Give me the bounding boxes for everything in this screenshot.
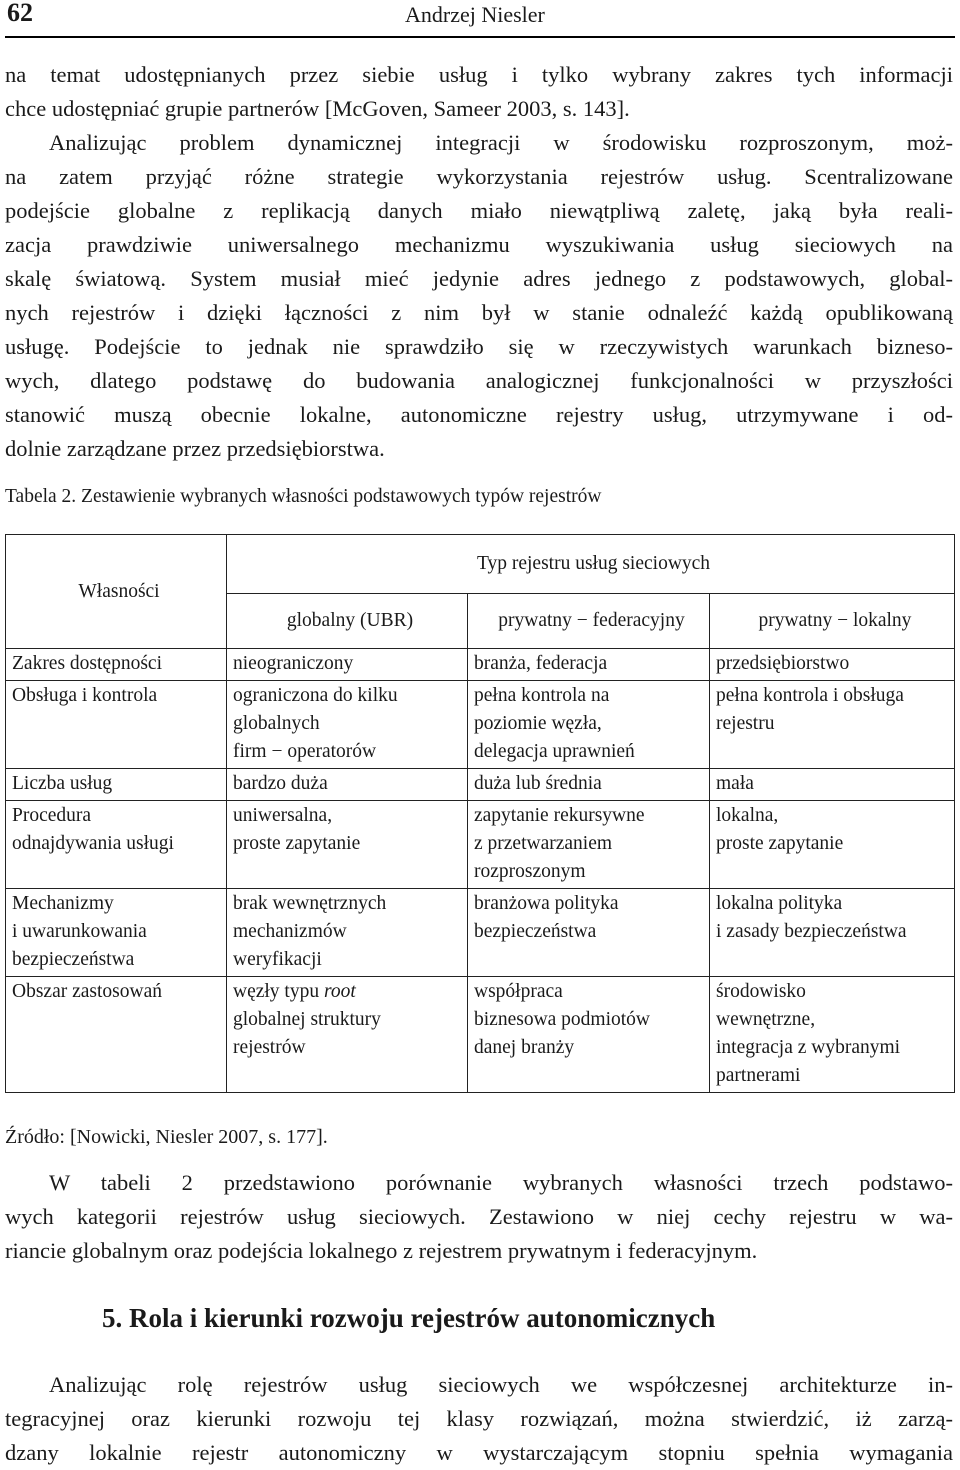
cell-line: partnerami	[716, 1065, 801, 1086]
cell-line: danej branży	[474, 1037, 575, 1058]
table-cell-property	[6, 769, 227, 801]
table-cell-local	[710, 769, 955, 801]
table-cell-global	[227, 801, 468, 889]
table-row	[6, 649, 955, 681]
cell-line: mechanizmów	[233, 921, 347, 942]
table-cell-federated	[468, 801, 710, 889]
cell-line: lokalna,	[716, 805, 779, 826]
cell-line: globalnych	[233, 713, 320, 734]
registry-comparison-table	[5, 534, 955, 1093]
text-line: stanowić muszą obecnie lokalne, autonomiczne rejestry usług, utrzymywane i od-	[5, 402, 953, 427]
table-cell-federated	[468, 889, 710, 977]
cell-line: delegacja uprawnień	[474, 741, 635, 762]
table-cell-property	[6, 977, 227, 1093]
text-line: podejście globalne z replikacją danych miało niewątpliwą zaletę, jaką była reali-	[5, 198, 953, 223]
text-line: usługę. Podejście to jednak nie sprawdziło się w rzeczywistych warunkach bizneso-	[5, 334, 953, 359]
table-cell-federated	[468, 649, 710, 681]
table-cell-global	[227, 977, 468, 1093]
table-source: Źródło: [Nowicki, Niesler 2007, s. 177].	[5, 1126, 328, 1148]
table-cell-property	[6, 801, 227, 889]
cell-line: firm − operatorów	[233, 741, 377, 762]
cell-line: węzły typu root	[233, 981, 356, 1002]
cell-line: ograniczona do kilku	[233, 685, 398, 706]
cell-line: współpraca	[474, 981, 563, 1002]
header-global: globalny (UBR)	[227, 594, 468, 649]
section-heading: 5. Rola i kierunki rozwoju rejestrów autonomicznych	[102, 1303, 716, 1333]
cell-line: przedsiębiorstwo	[716, 653, 850, 674]
header-registry-type: Typ rejestru usług sieciowych	[227, 535, 955, 594]
cell-line: z przetwarzaniem	[474, 833, 613, 854]
table-row	[6, 977, 955, 1093]
cell-line: uniwersalna,	[233, 805, 333, 826]
table-row	[6, 889, 955, 977]
header-local: prywatny − lokalny	[710, 594, 955, 649]
cell-line: rejestru	[716, 713, 775, 734]
cell-line: mała	[716, 773, 754, 794]
cell-line: Zakres dostępności	[12, 653, 163, 674]
text-line: nych rejestrów i dzięki łączności z nim był w stanie odnaleźć każdą opublikowaną	[5, 300, 953, 325]
cell-line: bezpieczeństwa	[474, 921, 597, 942]
table-caption: Tabela 2. Zestawienie wybranych własności podstawowych typów rejestrów	[5, 486, 602, 507]
table-cell-local	[710, 889, 955, 977]
page-number: 62	[7, 0, 33, 27]
table-cell-local	[710, 977, 955, 1093]
table-cell-local	[710, 681, 955, 769]
text-line: riancie globalnym oraz podejścia lokalnego z rejestrem prywatnym i federacyjnym.	[5, 1238, 758, 1263]
cell-line: nieograniczony	[233, 653, 354, 674]
text-line: wych kategorii rejestrów usług sieciowych. Zestawiono w niej cechy rejestru w wa-	[5, 1204, 953, 1229]
cell-line: biznesowa podmiotów	[474, 1009, 651, 1030]
text-line: na temat udostępnianych przez siebie usług i tylko wybrany zakres tych informacji	[5, 62, 953, 87]
body-paragraph-1	[5, 58, 953, 466]
cell-line: branża, federacja	[474, 653, 608, 674]
header-property: Własności	[6, 535, 227, 649]
body-paragraph-3	[5, 1368, 953, 1470]
cell-line: środowisko	[716, 981, 806, 1002]
cell-line: rozproszonym	[474, 861, 586, 882]
cell-line: proste zapytanie	[233, 833, 361, 854]
body-paragraph-2	[5, 1166, 953, 1268]
cell-line: poziomie węzła,	[474, 713, 602, 734]
cell-line: branżowa polityka	[474, 893, 619, 914]
table-cell-local	[710, 801, 955, 889]
table-cell-global	[227, 649, 468, 681]
text-line: dzany lokalnie rejestr autonomiczny w wystarczającym stopniu spełnia wymagania	[5, 1440, 953, 1465]
table-cell-global	[227, 681, 468, 769]
header-federated: prywatny − federacyjny	[468, 594, 710, 649]
table-cell-global	[227, 769, 468, 801]
cell-line: odnajdywania usługi	[12, 833, 174, 854]
table-cell-local	[710, 649, 955, 681]
cell-line: pełna kontrola na	[474, 685, 610, 706]
cell-line: Obszar zastosowań	[12, 981, 162, 1002]
table-cell-property	[6, 889, 227, 977]
text-line: skalę światową. System musiał mieć jedynie adres jednego z podstawowych, global-	[5, 266, 953, 291]
cell-line: i uwarunkowania	[12, 921, 147, 942]
table-row	[6, 769, 955, 801]
page-header	[5, 0, 955, 38]
text-line: W tabeli 2 przedstawiono porównanie wybranych własności trzech podstawo-	[49, 1170, 953, 1195]
cell-line: zapytanie rekursywne	[474, 805, 645, 826]
text-line: tegracyjnej oraz kierunki rozwoju tej klasy rozwiązań, można stwierdzić, iż zarzą-	[5, 1406, 953, 1431]
cell-line: brak wewnętrznych	[233, 893, 387, 914]
table-cell-property	[6, 649, 227, 681]
text-line: zacja prawdziwie uniwersalnego mechanizmu wyszukiwania usług sieciowych na	[5, 232, 953, 257]
text-line: Analizując rolę rejestrów usług sieciowych we współczesnej architekturze in-	[49, 1372, 953, 1397]
running-head-author: Andrzej Niesler	[405, 2, 545, 27]
cell-line: Procedura	[12, 805, 92, 826]
cell-line: bezpieczeństwa	[12, 949, 135, 970]
text-line: Analizując problem dynamicznej integracji w środowisku rozproszonym, moż-	[49, 130, 953, 155]
table-cell-federated	[468, 977, 710, 1093]
cell-line: proste zapytanie	[716, 833, 844, 854]
text-line: wych, dlatego podstawę do budowania analogicznej funkcjonalności w przyszłości	[5, 368, 953, 393]
cell-line: wewnętrzne,	[716, 1009, 816, 1030]
table-row	[6, 681, 955, 769]
cell-line: lokalna polityka	[716, 893, 843, 914]
text-line: na zatem przyjąć różne strategie wykorzystania rejestrów usług. Scentralizowane	[5, 164, 953, 189]
cell-line: pełna kontrola i obsługa	[716, 685, 904, 706]
cell-line: i zasady bezpieczeństwa	[716, 921, 907, 942]
cell-line: Obsługa i kontrola	[12, 685, 158, 706]
table-cell-federated	[468, 681, 710, 769]
table-cell-global	[227, 889, 468, 977]
cell-line: integracja z wybranymi	[716, 1037, 901, 1058]
table-row	[6, 801, 955, 889]
text-line: chce udostępniać grupie partnerów [McGoven, Sameer 2003, s. 143].	[5, 96, 630, 121]
cell-line: globalnej struktury	[233, 1009, 381, 1030]
table-cell-property	[6, 681, 227, 769]
table-cell-federated	[468, 769, 710, 801]
cell-line: weryfikacji	[233, 949, 322, 970]
text-line: dolnie zarządzane przez przedsiębiorstwa.	[5, 436, 385, 461]
cell-line: rejestrów	[233, 1037, 306, 1058]
emphasis: root	[323, 981, 356, 1002]
cell-line: Liczba usług	[12, 773, 113, 794]
cell-line: Mechanizmy	[12, 893, 114, 914]
cell-line: duża lub średnia	[474, 773, 602, 794]
cell-line: bardzo duża	[233, 773, 328, 794]
